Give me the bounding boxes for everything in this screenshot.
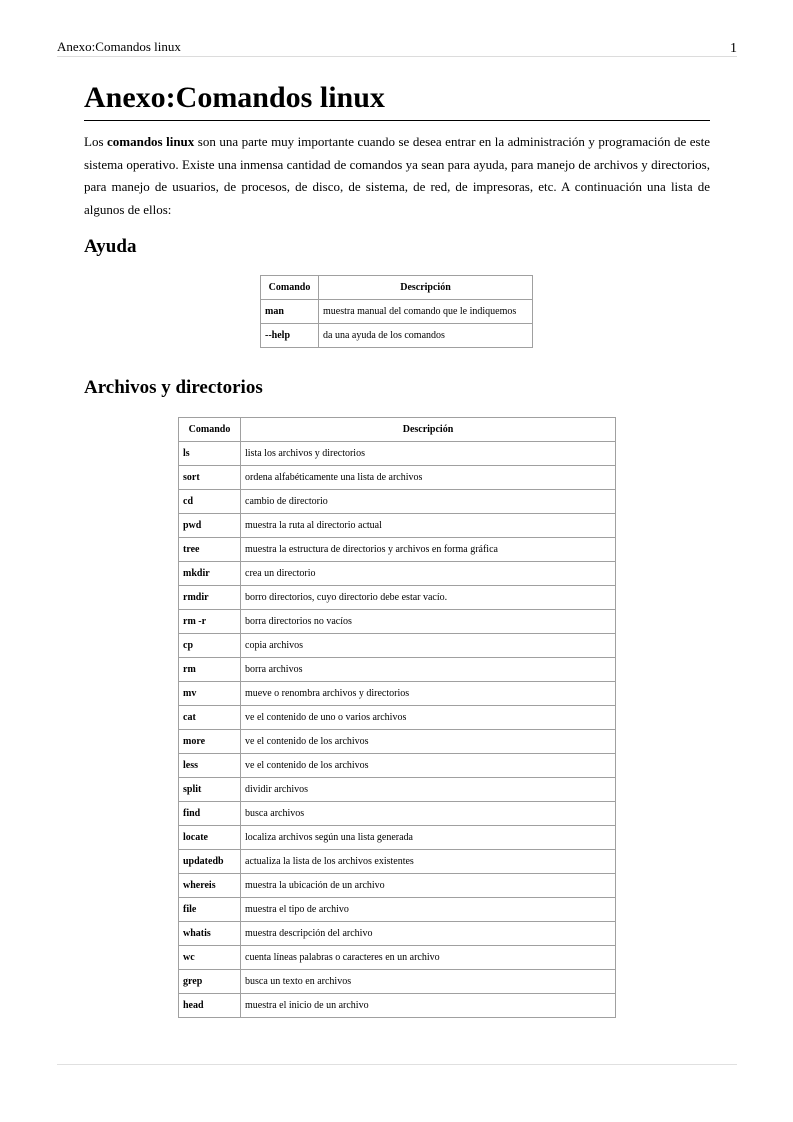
table-header-row (179, 418, 616, 442)
intro-text: son una parte muy importante cuando se desea entrar en la administración y programación de este sistema operativo. Existe una inmensa cantidad de comandos ya sean para ayuda, para manejo de archivos y directorios, para manejo de usuarios, de procesos, de disco, de sistema, de red, de impresoras, etc. A continuación una lista de algunos de ellos: (84, 134, 710, 217)
description-cell: ve el contenido de uno o varios archivos (241, 706, 616, 730)
section-heading-archivos: Archivos y directorios (84, 377, 263, 398)
description-cell: borra archivos (241, 658, 616, 682)
column-header-description: Descripción (241, 418, 616, 442)
description-cell: busca archivos (241, 802, 616, 826)
table-row (179, 562, 616, 586)
column-header-command: Comando (261, 276, 319, 300)
archivos-table (178, 417, 616, 1018)
table-row (179, 802, 616, 826)
description-cell: localiza archivos según una lista generada (241, 826, 616, 850)
command-cell: whereis (179, 874, 241, 898)
table-row (179, 658, 616, 682)
table-row (179, 754, 616, 778)
description-cell: busca un texto en archivos (241, 970, 616, 994)
command-cell: more (179, 730, 241, 754)
description-cell: cuenta líneas palabras o caracteres en un archivo (241, 946, 616, 970)
description-cell: muestra la ubicación de un archivo (241, 874, 616, 898)
table-row (179, 730, 616, 754)
description-cell: crea un directorio (241, 562, 616, 586)
page-number: 1 (730, 41, 737, 56)
description-cell: copia archivos (241, 634, 616, 658)
command-cell: file (179, 898, 241, 922)
page-title: Anexo:Comandos linux (84, 80, 710, 121)
description-cell: muestra el tipo de archivo (241, 898, 616, 922)
description-cell: borro directorios, cuyo directorio debe estar vacío. (241, 586, 616, 610)
command-cell: tree (179, 538, 241, 562)
command-cell: updatedb (179, 850, 241, 874)
description-cell: cambio de directorio (241, 490, 616, 514)
table-row (179, 874, 616, 898)
command-cell: cat (179, 706, 241, 730)
footer-divider (57, 1064, 737, 1065)
command-cell: wc (179, 946, 241, 970)
running-header-title: Anexo:Comandos linux (57, 39, 181, 54)
table-row (179, 442, 616, 466)
description-cell: ordena alfabéticamente una lista de archivos (241, 466, 616, 490)
command-cell: locate (179, 826, 241, 850)
description-cell: ve el contenido de los archivos (241, 754, 616, 778)
table-row (179, 706, 616, 730)
description-cell: muestra descripción del archivo (241, 922, 616, 946)
command-cell: less (179, 754, 241, 778)
table-row (261, 300, 533, 324)
description-cell: lista los archivos y directorios (241, 442, 616, 466)
command-cell: sort (179, 466, 241, 490)
table-row (179, 850, 616, 874)
table-row (179, 514, 616, 538)
column-header-description: Descripción (319, 276, 533, 300)
command-cell: rm (179, 658, 241, 682)
section-heading-ayuda: Ayuda (84, 236, 137, 257)
command-cell: man (261, 300, 319, 324)
description-cell: borra directorios no vacíos (241, 610, 616, 634)
command-cell: cp (179, 634, 241, 658)
command-cell: cd (179, 490, 241, 514)
column-header-command: Comando (179, 418, 241, 442)
command-cell: split (179, 778, 241, 802)
command-cell: find (179, 802, 241, 826)
intro-prefix: Los (84, 134, 107, 149)
running-header (57, 38, 737, 57)
command-cell: rmdir (179, 586, 241, 610)
description-cell: muestra el inicio de un archivo (241, 994, 616, 1018)
command-cell: head (179, 994, 241, 1018)
description-cell: muestra la estructura de directorios y archivos en forma gráfica (241, 538, 616, 562)
table-row (179, 970, 616, 994)
table-row (179, 946, 616, 970)
description-cell: mueve o renombra archivos y directorios (241, 682, 616, 706)
table-row (179, 538, 616, 562)
ayuda-table (260, 275, 533, 348)
command-cell: rm -r (179, 610, 241, 634)
table-row (179, 922, 616, 946)
table-row (179, 490, 616, 514)
table-row (261, 324, 533, 348)
command-cell: mv (179, 682, 241, 706)
command-cell: mkdir (179, 562, 241, 586)
description-cell: ve el contenido de los archivos (241, 730, 616, 754)
table-row (179, 994, 616, 1018)
description-cell: actualiza la lista de los archivos existentes (241, 850, 616, 874)
intro-paragraph (84, 131, 710, 221)
table-row (179, 610, 616, 634)
table-row (179, 634, 616, 658)
command-cell: pwd (179, 514, 241, 538)
table-row (179, 778, 616, 802)
command-cell: grep (179, 970, 241, 994)
table-header-row (261, 276, 533, 300)
table-row (179, 826, 616, 850)
table-row (179, 586, 616, 610)
table-row (179, 466, 616, 490)
intro-bold-term[interactable]: comandos linux (107, 134, 195, 149)
description-cell: dividir archivos (241, 778, 616, 802)
command-cell: --help (261, 324, 319, 348)
command-cell: whatis (179, 922, 241, 946)
description-cell: da una ayuda de los comandos (319, 324, 533, 348)
table-row (179, 898, 616, 922)
table-row (179, 682, 616, 706)
description-cell: muestra la ruta al directorio actual (241, 514, 616, 538)
description-cell: muestra manual del comando que le indiquemos (319, 300, 533, 324)
command-cell: ls (179, 442, 241, 466)
